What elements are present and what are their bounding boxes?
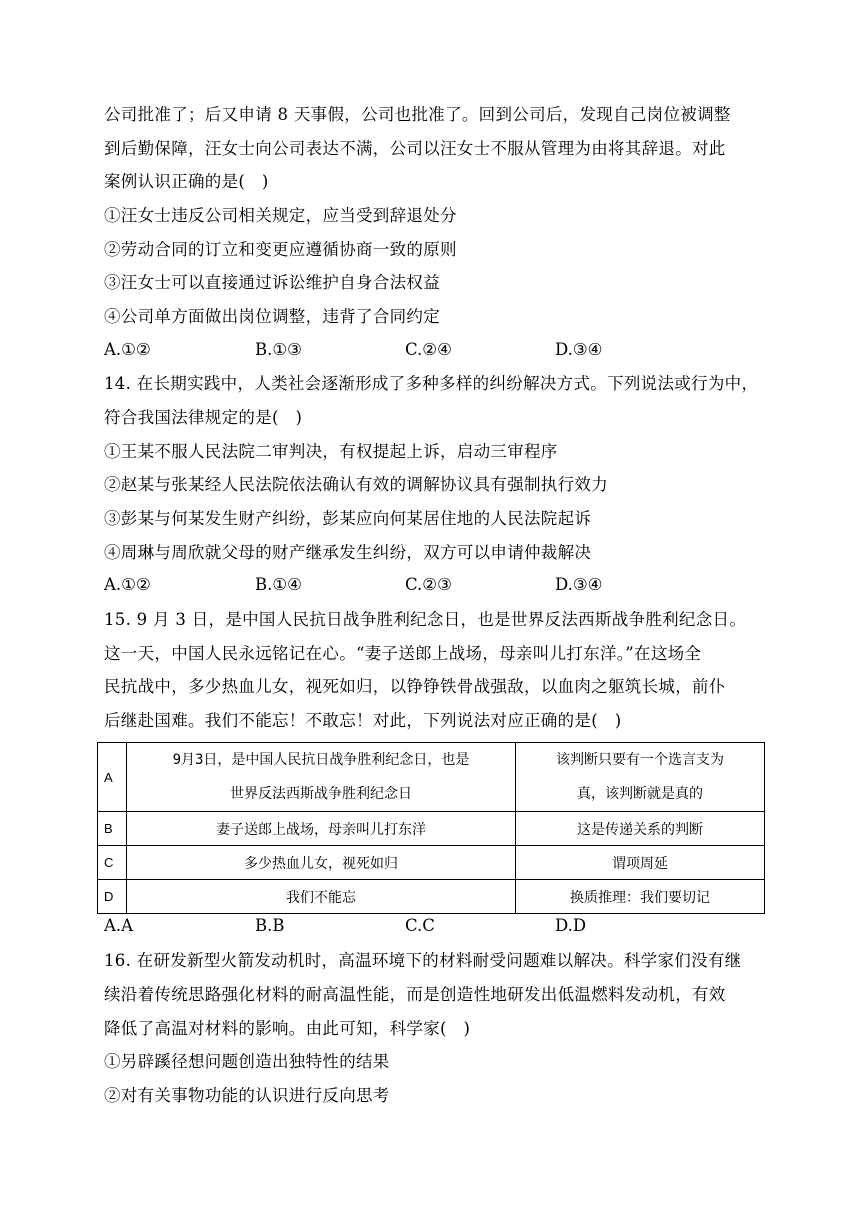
q15-stem-line-2: 这一天，中国人民永远铭记在心。“妻子送郎上战场，母亲叫儿打东洋。”在这场全 — [104, 644, 702, 663]
row-key: C — [98, 846, 127, 880]
q13-option-c[interactable]: C.②④ — [405, 340, 452, 359]
q13-text-line-2: 到后勤保障，汪女士向公司表达不满，公司以汪女士不服从管理为由将其辞退。对此 — [104, 139, 726, 158]
table-row — [98, 812, 765, 846]
row-key: D — [98, 880, 127, 914]
q14-statement-3: ③彭某与何某发生财产纠纷，彭某应向何某居住地的人民法院起诉 — [104, 509, 592, 528]
row-statement: 妻子送郎上战场，母亲叫儿打东洋 — [127, 812, 516, 846]
row-judgment: 换质推理：我们要切记 — [516, 880, 765, 914]
row-judgment-line-2: 真，该判断就是真的 — [577, 786, 703, 802]
row-key: A — [98, 743, 127, 812]
q16-stem-line-3: 降低了高温对材料的影响。由此可知，科学家( ) — [104, 1019, 471, 1038]
q15-option-a[interactable]: A.A — [104, 916, 134, 935]
q14-option-b[interactable]: B.①④ — [255, 575, 302, 594]
q15-options — [104, 916, 764, 938]
table-row — [98, 880, 765, 914]
q13-option-b[interactable]: B.①③ — [255, 340, 302, 359]
q13-text-line-3: 案例认识正确的是( ) — [104, 172, 269, 191]
table-row — [98, 846, 765, 880]
row-statement-line-2: 世界反法西斯战争胜利纪念日 — [230, 786, 412, 802]
q14-stem-line-2: 符合我国法律规定的是( ) — [104, 408, 303, 427]
q13-statement-3: ③汪女士可以直接通过诉讼维护自身合法权益 — [104, 273, 440, 292]
q16-stem-line-2: 续沿着传统思路强化材料的耐高温性能，而是创造性地研发出低温燃料发动机，有效 — [104, 985, 726, 1004]
q16-stem-line-1: 16. 在研发新型火箭发动机时，高温环境下的材料耐受问题难以解决。科学家们没有继 — [104, 951, 742, 970]
table-row — [98, 743, 765, 812]
row-statement — [127, 743, 516, 812]
q13-text-line-1: 公司批准了；后又申请 8 天事假，公司也批准了。回到公司后，发现自己岗位被调整 — [104, 105, 731, 124]
q13-statement-2: ②劳动合同的订立和变更应遵循协商一致的原则 — [104, 240, 457, 259]
row-judgment: 这是传递关系的判断 — [516, 812, 765, 846]
q14-option-c[interactable]: C.②③ — [405, 575, 452, 594]
q13-option-a[interactable]: A.①② — [104, 340, 151, 359]
q13-options — [104, 340, 764, 362]
row-statement: 我们不能忘 — [127, 880, 516, 914]
q14-options — [104, 575, 764, 597]
q15-stem-line-1: 15. 9 月 3 日，是中国人民抗日战争胜利纪念日，也是世界反法西斯战争胜利纪念日。 — [104, 610, 747, 629]
q16-statement-2: ②对有关事物功能的认识进行反向思考 — [104, 1086, 390, 1105]
q13-option-d[interactable]: D.③④ — [555, 340, 603, 359]
q14-statement-1: ①王某不服人民法院二审判决，有权提起上诉，启动三审程序 — [104, 442, 558, 461]
q14-statement-4: ④周琳与周欣就父母的财产继承发生纠纷，双方可以申请仲裁解决 — [104, 543, 592, 562]
row-judgment-line-1: 该判断只要有一个选言支为 — [556, 752, 724, 768]
q13-statement-1: ①汪女士违反公司相关规定，应当受到辞退处分 — [104, 206, 457, 225]
q15-choice-table — [97, 742, 765, 914]
row-judgment: 谓项周延 — [516, 846, 765, 880]
q14-statement-2: ②赵某与张某经人民法院依法确认有效的调解协议具有强制执行效力 — [104, 475, 608, 494]
q16-statement-1: ①另辟蹊径想问题创造出独特性的结果 — [104, 1052, 390, 1071]
q14-option-a[interactable]: A.①② — [104, 575, 151, 594]
row-key: B — [98, 812, 127, 846]
q14-stem-line-1: 14. 在长期实践中，人类社会逐渐形成了多种多样的纠纷解决方式。下列说法或行为中， — [104, 374, 759, 393]
row-statement: 多少热血儿女，视死如归 — [127, 846, 516, 880]
q15-option-d[interactable]: D.D — [555, 916, 587, 935]
q13-statement-4: ④公司单方面做出岗位调整，违背了合同约定 — [104, 307, 440, 326]
q14-option-d[interactable]: D.③④ — [555, 575, 603, 594]
row-statement-line-1: 9月3日，是中国人民抗日战争胜利纪念日，也是 — [172, 752, 470, 768]
q15-stem-line-3: 民抗战中，多少热血儿女，视死如归，以铮铮铁骨战强敌，以血肉之躯筑长城，前仆 — [104, 677, 726, 696]
q15-stem-line-4: 后继赴国难。我们不能忘！不敢忘！对此，下列说法对应正确的是( ) — [104, 711, 622, 730]
q15-option-c[interactable]: C.C — [405, 916, 435, 935]
row-judgment — [516, 743, 765, 812]
q15-option-b[interactable]: B.B — [255, 916, 285, 935]
